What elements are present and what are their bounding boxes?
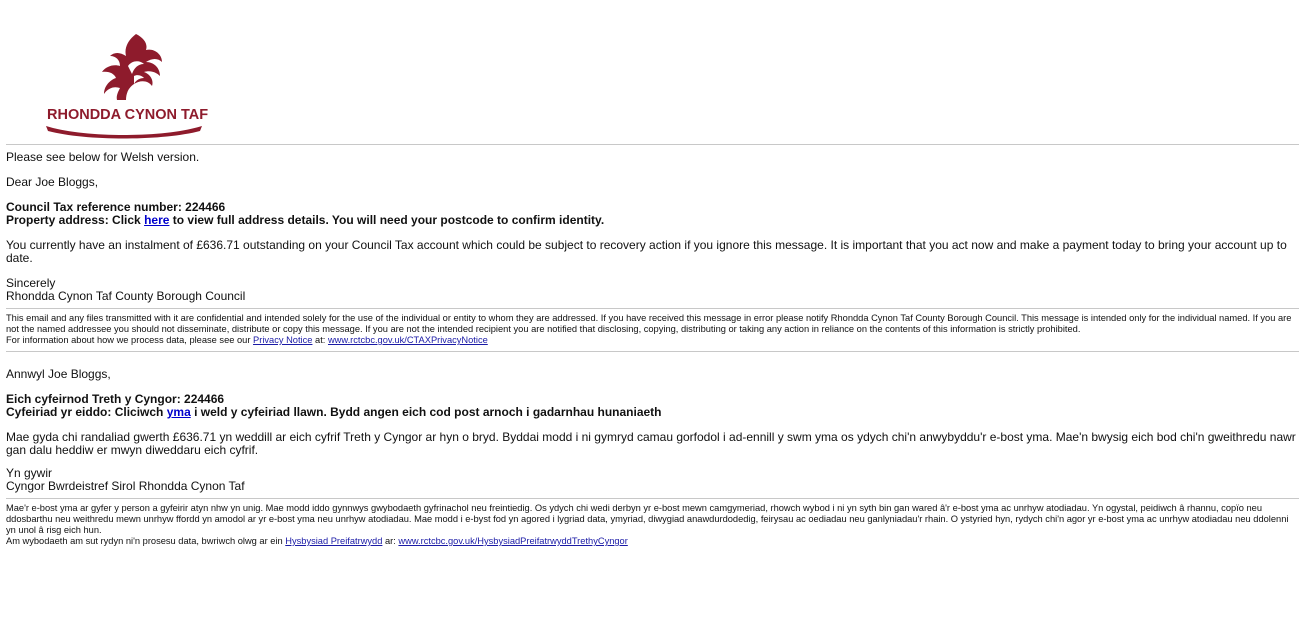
address-suffix: to view full address details. You will need your postcode to confirm identity. <box>169 213 605 227</box>
divider <box>6 144 1299 145</box>
welsh-address-prefix: Cyfeiriad yr eiddo: Cliciwch <box>6 405 167 419</box>
reference-number: Council Tax reference number: 224466 <box>6 200 226 214</box>
privacy-prefix: For information about how we process data, please see our <box>6 335 254 345</box>
privacy-url-link[interactable]: www.rctcbc.gov.uk/CTAXPrivacyNotice <box>327 335 488 345</box>
privacy-mid: at: <box>312 335 328 345</box>
address-link[interactable]: here <box>144 213 170 227</box>
welsh-message-body: Mae gyda chi randaliad gwerth £636.71 yn weddill ar eich cyfrif Treth y Cyngor ar hyn o bryd. Byddai modd i ni gymryd camau gorfodol i ad-ennill y swm yma os ydych chi'n anwybyddu'r e-bost yma. Mae'n bwysig eich bod chi'n gweithredu nawr gan dalu heddiw er mwyn diweddaru eich cyfrif. <box>6 430 1296 457</box>
address-prefix: Property address: Click <box>6 213 145 227</box>
welsh-address-suffix: i weld y cyfeiriad llawn. Bydd angen eich cod post arnoch i gadarnhau hunaniaeth <box>190 405 662 419</box>
signoff: Sincerely <box>6 276 56 290</box>
greeting: Dear Joe Bloggs, <box>6 175 99 189</box>
signature: Rhondda Cynon Taf County Borough Council <box>6 289 246 303</box>
council-logo <box>44 30 209 140</box>
welsh-version-note: Please see below for Welsh version. <box>6 150 200 164</box>
privacy-notice-link[interactable]: Privacy Notice <box>253 335 313 345</box>
welsh-reference-number: Eich cyfeirnod Treth y Cyngor: 224466 <box>6 392 225 406</box>
welsh-privacy-mid: ar: <box>382 536 399 546</box>
welsh-greeting: Annwyl Joe Bloggs, <box>6 367 111 381</box>
logo-wordmark: RHONDDA CYNON TAF <box>47 107 209 123</box>
welsh-privacy-url-link[interactable]: www.rctcbc.gov.uk/HysbysiadPreifatrwyddTrethyCyngor <box>398 536 628 546</box>
welsh-signature: Cyngor Bwrdeistref Sirol Rhondda Cynon Taf <box>6 479 245 493</box>
dragon-icon <box>44 30 204 140</box>
welsh-disclaimer: Mae'r e-bost yma ar gyfer y person a gyfeirir atyn nhw yn unig. Mae modd iddo gynnwys gwybodaeth gyfrinachol neu freintiedig. Os ydych chi wedi derbyn yr e-bost mewn camgymeriad, rhowch wybod i ni yn syth bin gan wared â'r e-bost yma ac unrhyw atodiadau. Yn ogystal, peidiwch â rhannu, copïo neu ddosbarthu neu weithredu mewn unrhyw ffordd yn amodol ar yr e-bost yma neu unrhyw atodiadau. Mae modd i e-byst fod yn agored i lygriad data, ymyriad, diwygiad anawdurdodedig, feirysau ac oediadau neu ganlyniadau'r rhain. O ystyried hyn, rydych chi'n agor yr e-bost yma ac unrhyw atodiadau neu ddolenni yn unol â risg eich hun. <box>6 503 1289 535</box>
divider <box>6 351 1299 352</box>
divider <box>6 498 1299 499</box>
welsh-privacy-line <box>6 536 1299 547</box>
welsh-privacy-notice-link[interactable]: Hysbysiad Preifatrwydd <box>285 536 383 546</box>
welsh-privacy-prefix: Am wybodaeth am sut rydyn ni'n prosesu data, bwriwch olwg ar ein <box>6 536 286 546</box>
email-body <box>6 144 1299 547</box>
welsh-property-address-line <box>6 406 1299 419</box>
divider <box>6 308 1299 309</box>
privacy-line <box>6 335 1299 346</box>
welsh-signoff: Yn gywir <box>6 466 53 480</box>
property-address-line <box>6 214 1299 227</box>
welsh-address-link[interactable]: yma <box>166 405 191 419</box>
message-body: You currently have an instalment of £636.71 outstanding on your Council Tax account which could be subject to recovery action if you ignore this message. It is important that you act now and make a payment today to bring your account up to date. <box>6 238 1287 265</box>
disclaimer: This email and any files transmitted with it are confidential and intended solely for the use of the individual or entity to whom they are addressed. If you have received this message in error please notify Rhondda Cynon Taf County Borough Council. This message is intended only for the individual named. If you are not the named addressee you should not disseminate, distribute or copy this message. If you are not the intended recipient you are notified that disclosing, copying, distributing or taking any action in reliance on the contents of this information is strictly prohibited. <box>6 313 1292 334</box>
